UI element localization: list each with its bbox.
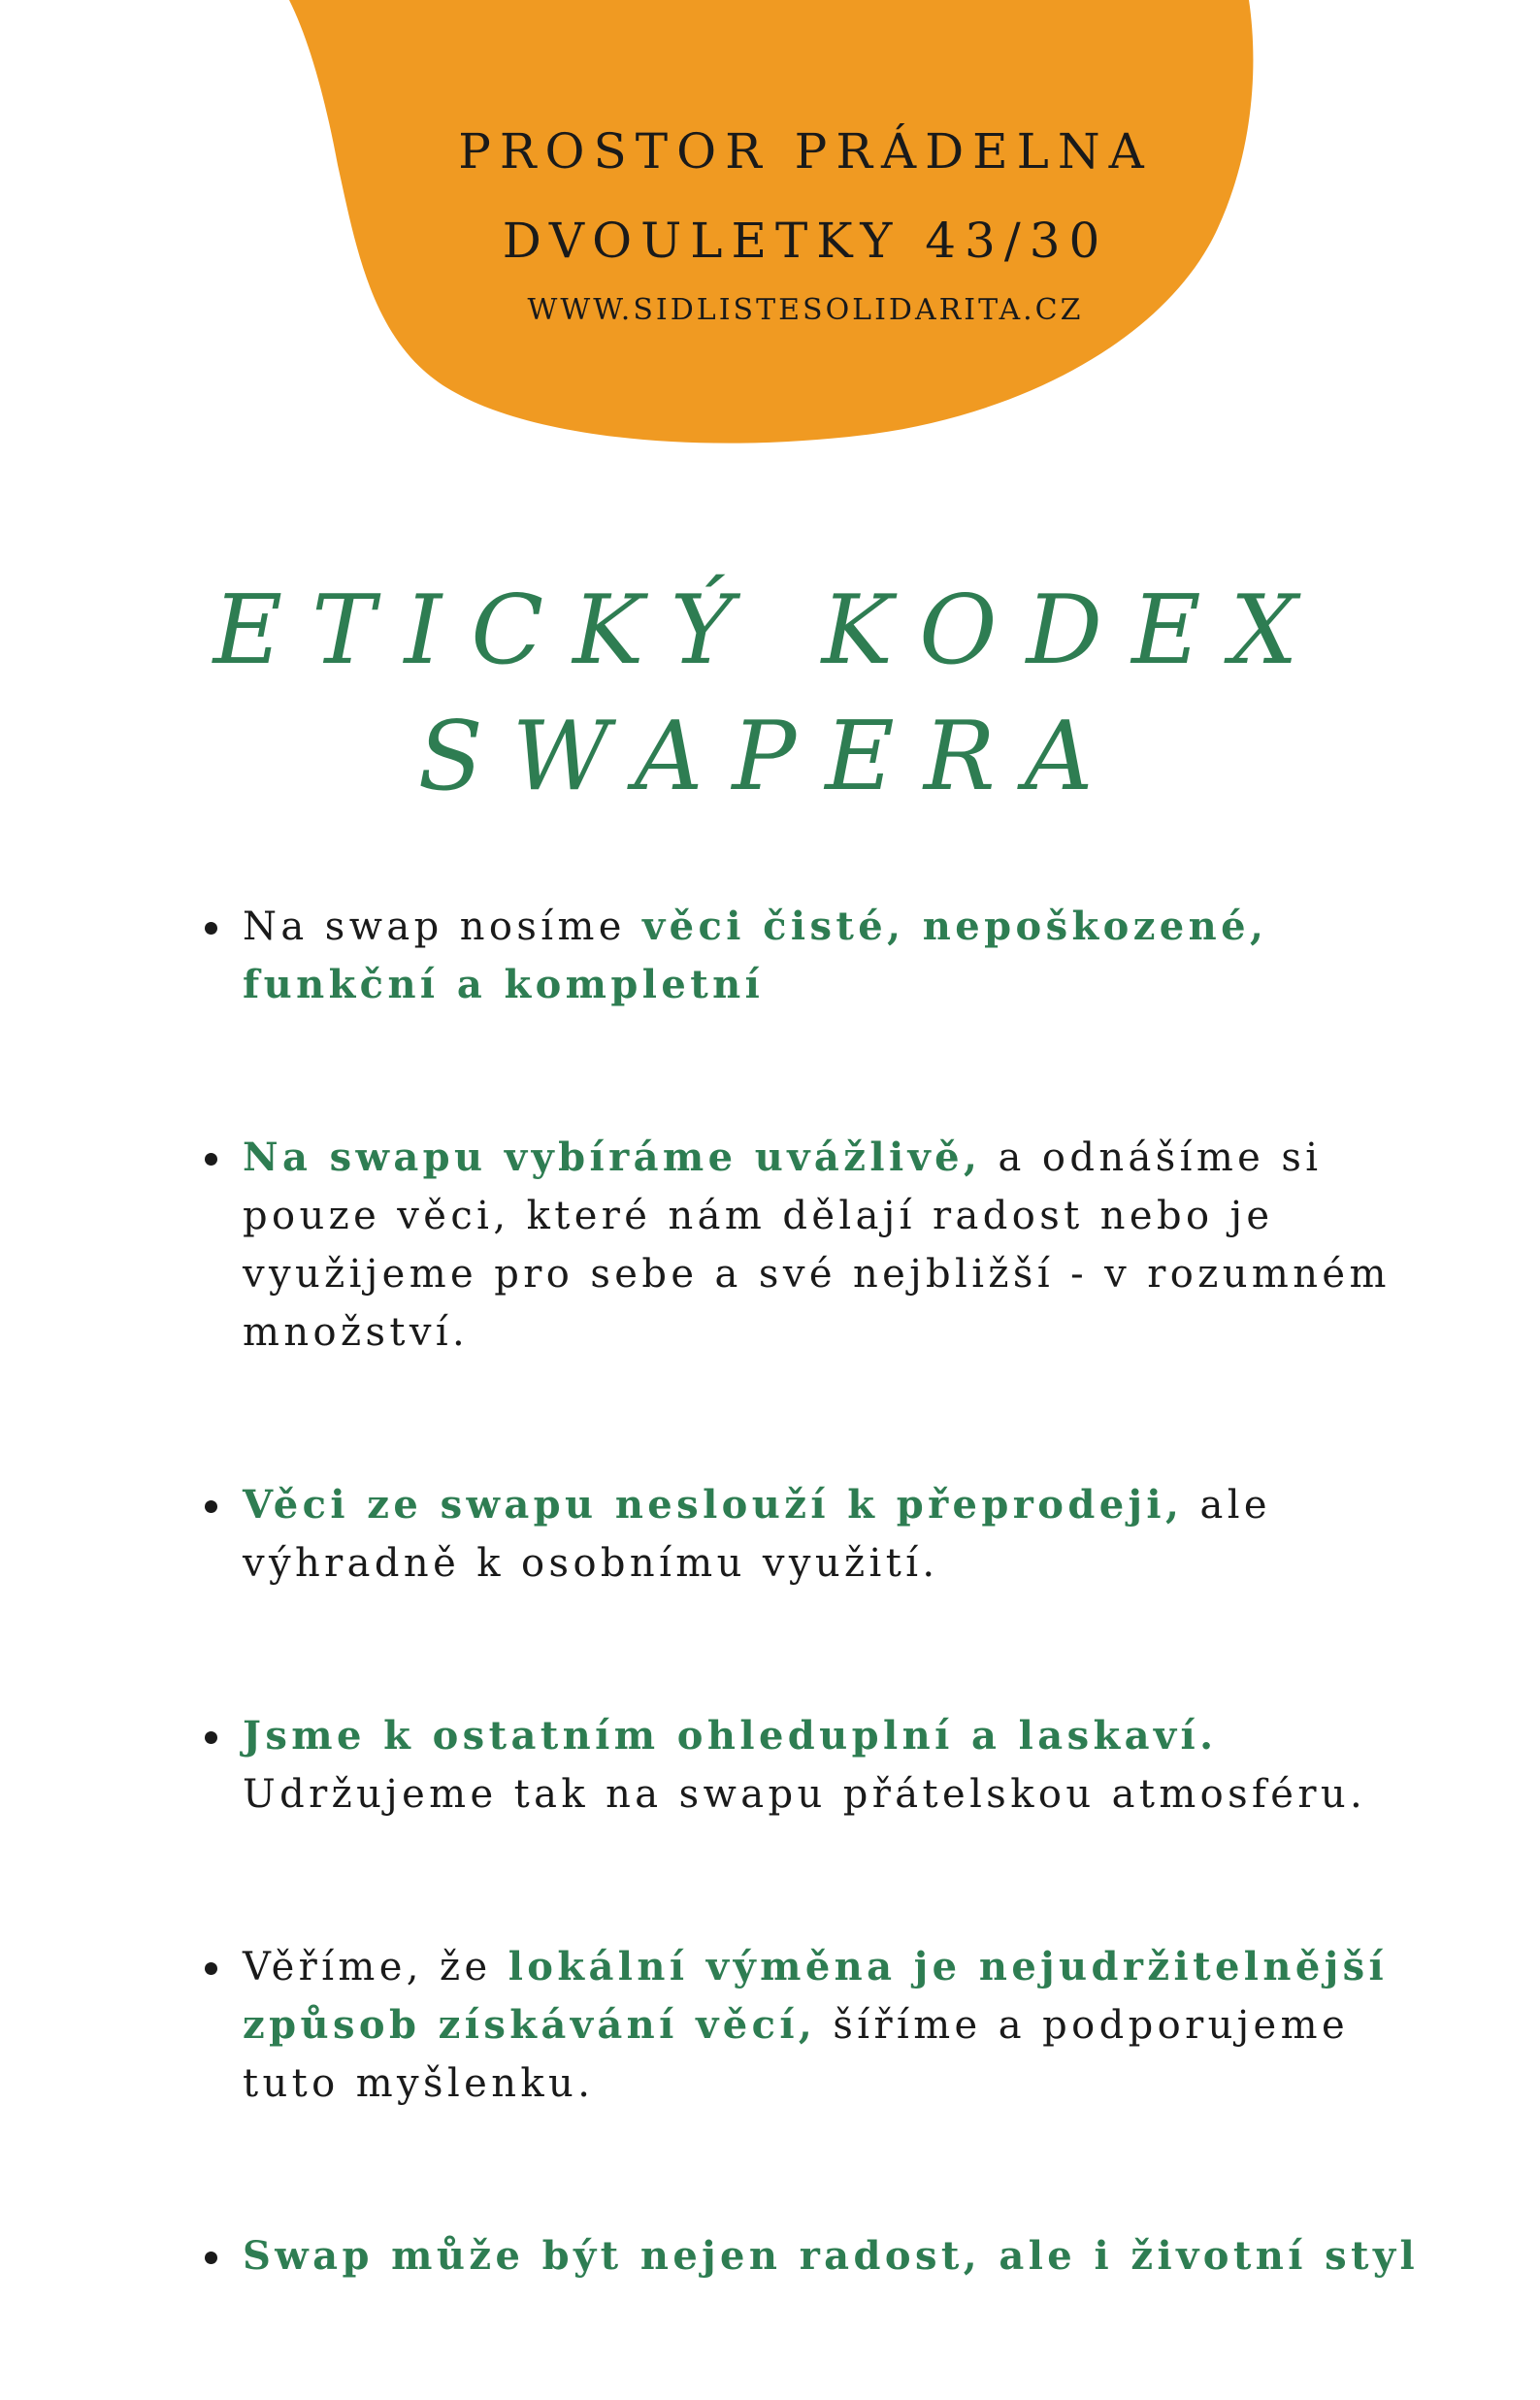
rule-highlight: Věci ze swapu neslouží k přeprodeji,	[243, 1482, 1184, 1528]
venue-address: DVOULETKY 43/30	[502, 213, 1109, 269]
rule-item	[199, 1938, 1422, 2113]
rule-text: Udržujeme tak na swapu přátelskou atmosféru.	[243, 1772, 1367, 1817]
rule-text: ale výhradně k osobnímu využití.	[243, 1483, 1271, 1586]
rule-item	[199, 1707, 1422, 1824]
rule-item	[199, 898, 1422, 1014]
rule-highlight: věci čisté, nepoškozené, funkční a kompletní	[243, 904, 1268, 1007]
rules-list	[199, 898, 1422, 2400]
rule-item	[199, 1129, 1422, 1362]
rule-text: a odnášíme si pouze věci, které nám dělají radost nebo je využijeme pro sebe a své nejbližší - v rozumném množství.	[243, 1135, 1391, 1355]
rule-highlight: lokální výměna je nejudržitelnější způsob získávání věcí,	[243, 1944, 1389, 2048]
rule-text: šíříme a podporujeme tuto myšlenku.	[243, 2003, 1350, 2106]
rule-highlight: Swap může být nejen radost, ale i životní styl	[243, 2233, 1420, 2279]
title-line-2: SWAPERA	[417, 702, 1123, 812]
rule-text: Na swap nosíme	[243, 904, 642, 949]
page-title	[0, 568, 1540, 820]
website-url: WWW.SIDLISTESOLIDARITA.CZ	[527, 293, 1084, 327]
title-line-1: ETICKÝ KODEX	[213, 575, 1327, 686]
header	[369, 107, 1242, 327]
venue-name: PROSTOR PRÁDELNA	[458, 123, 1153, 180]
rule-text: Věříme, že	[243, 1945, 508, 1989]
rule-item	[199, 2227, 1422, 2285]
rule-item	[199, 1476, 1422, 1593]
rule-highlight: Jsme k ostatním ohleduplní a laskaví.	[243, 1713, 1218, 1759]
rule-highlight: Na swapu vybíráme uvážlivě,	[243, 1134, 982, 1180]
